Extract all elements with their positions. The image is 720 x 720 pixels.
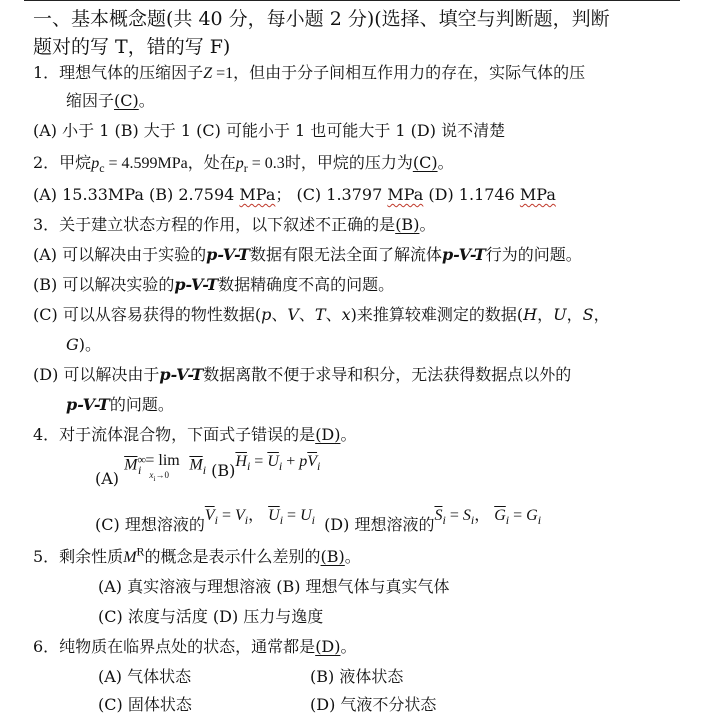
question-1-cont-text: 缩因子 bbox=[66, 91, 115, 110]
question-5-end: 。 bbox=[344, 547, 361, 566]
pr-value: = 0.3 bbox=[251, 155, 285, 172]
question-3-option-b bbox=[33, 272, 394, 295]
answer-6: (D) bbox=[315, 637, 341, 656]
question-6-options-row2 bbox=[98, 692, 698, 715]
question-2-text: 2．甲烷 bbox=[33, 153, 92, 172]
option-3d-end: 数据离散不便于求导和积分，无法获得数据点以外的 bbox=[203, 365, 572, 384]
option-3d-cont: 的问题。 bbox=[109, 395, 174, 414]
question-5-options-1: (A) 真实溶液与理想溶液 (B) 理想气体与真实气体 bbox=[98, 577, 450, 596]
question-1-text: 1．理想气体的压缩因子 bbox=[33, 63, 204, 82]
unit-mpa-c: MPa bbox=[387, 185, 424, 204]
question-5 bbox=[33, 544, 361, 567]
question-6-options-row1 bbox=[98, 664, 698, 687]
answer-5: (B) bbox=[320, 547, 345, 566]
option-3c-cont: )。 bbox=[78, 335, 102, 354]
question-3 bbox=[33, 212, 435, 235]
formula-4d: $\overline{S}_i = S_i$， $\overline{G}_i = G_i$ bbox=[434, 507, 542, 528]
unit-mpa-d: MPa bbox=[519, 185, 556, 204]
pvt-term: p-V-T bbox=[174, 275, 219, 294]
option-3a-mid: 数据有限无法全面了解流体 bbox=[249, 245, 442, 264]
option-6b: (B) 液体状态 bbox=[310, 667, 404, 686]
question-4-options-ab bbox=[95, 452, 321, 488]
question-1-end: 。 bbox=[138, 91, 155, 110]
question-2-mid: ，处在 bbox=[187, 153, 236, 172]
question-1-cont bbox=[66, 88, 155, 111]
section-heading-line1: 一、基本概念题(共 40 分，每小题 2 分)(选择、填空与判断题，判断 bbox=[33, 8, 610, 30]
question-4-text: 4．对于流体混合物，下面式子错误的是 bbox=[33, 425, 316, 444]
lim-subscript bbox=[149, 470, 169, 483]
question-4-options-cd bbox=[95, 506, 541, 532]
option-2c: ； (C) 1.3797 bbox=[275, 185, 383, 204]
question-1-options: (A) 小于 1 (B) 大于 1 (C) 可能小于 1 也可能大于 1 (D) 说不清楚 bbox=[33, 121, 506, 140]
question-5-mid: 的概念是表示什么差别的 bbox=[144, 547, 321, 566]
answer-4: (D) bbox=[315, 425, 341, 444]
option-3b-end: 数据精确度不高的问题。 bbox=[218, 275, 395, 294]
option-3a-end: 行为的问题。 bbox=[485, 245, 582, 264]
question-2-end: 。 bbox=[437, 153, 454, 172]
pc-formula: $p_c = 4.599MPa$ bbox=[91, 155, 188, 176]
pvt-term: p-V-T bbox=[206, 245, 250, 264]
lim-text: = lim bbox=[145, 452, 180, 469]
pvt-term: p-V-T bbox=[159, 365, 204, 384]
option-4c-label: (C) 理想溶液的 bbox=[95, 515, 205, 534]
question-3-option-a bbox=[33, 242, 582, 265]
question-4-end: 。 bbox=[340, 425, 357, 444]
pc-value: = 4.599MPa bbox=[108, 155, 188, 172]
option-4d-label: (D) 理想溶液的 bbox=[324, 515, 435, 534]
question-6-text: 6．纯物质在临界点处的状态，通常都是 bbox=[33, 637, 316, 656]
top-rule bbox=[24, 0, 680, 1]
pvt-term: p-V-T bbox=[66, 395, 110, 414]
pr-formula: $p_r = 0.3$ bbox=[235, 155, 285, 176]
question-1-text-cont: ，但由于分子间相互作用力的存在，实际气体的压 bbox=[233, 63, 586, 82]
question-3-option-c-cont: G)。 bbox=[66, 335, 102, 354]
z-formula: Z =1 bbox=[203, 65, 234, 82]
formula-4c: $\overline{V}_i = V_i$， $\overline{U}_i = U_i$ bbox=[204, 507, 315, 528]
option-3a-text: (A) 可以解决由于实验的 bbox=[33, 245, 207, 264]
question-2-post: 时，甲烷的压力为 bbox=[284, 153, 413, 172]
answer-1: (C) bbox=[114, 91, 139, 110]
question-3-end: 。 bbox=[419, 215, 436, 234]
question-3-option-d bbox=[33, 362, 571, 385]
option-3c-end: )来推算较难测定的数据( bbox=[350, 305, 524, 324]
question-5-options-2: (C) 浓度与活度 (D) 压力与逸度 bbox=[98, 607, 324, 626]
option-3d-text: (D) 可以解决由于 bbox=[33, 365, 160, 384]
question-6 bbox=[33, 634, 357, 657]
question-4 bbox=[33, 422, 357, 445]
question-3-option-c: (C) 可以从容易获得的物性数据(p、V、T、x)来推算较难测定的数据(H，U，S， bbox=[33, 305, 610, 324]
option-2a: (A) 15.33MPa (B) 2.7594 bbox=[33, 185, 235, 204]
question-3-option-d-cont bbox=[66, 392, 174, 415]
answer-3: (B) bbox=[395, 215, 420, 234]
option-4a-label: (A) bbox=[95, 468, 120, 488]
lim-var: x bbox=[149, 470, 154, 480]
option-3c-text: (C) 可以从容易获得的物性数据( bbox=[33, 305, 262, 324]
question-1 bbox=[33, 60, 585, 83]
formula-4b: $\overline{H}_i = \overline{U}_i + p\overline{V}_i$ bbox=[235, 452, 321, 473]
lim-arrow: →0 bbox=[155, 470, 169, 480]
question-2-options bbox=[33, 182, 556, 205]
option-2d: (D) 1.1746 bbox=[428, 185, 515, 204]
unit-mpa-b: MPa bbox=[239, 185, 276, 204]
question-5-text: 5．剩余性质 bbox=[33, 547, 124, 566]
lim-var-index: i bbox=[153, 473, 156, 483]
question-6-end: 。 bbox=[340, 637, 357, 656]
option-6c: (C) 固体状态 bbox=[98, 695, 192, 714]
option-4b-label: (B) bbox=[211, 460, 236, 480]
option-6a: (A) 气体状态 bbox=[98, 667, 192, 686]
section-heading-line2: 题对的写 T，错的写 F) bbox=[33, 36, 231, 58]
option-3b-text: (B) 可以解决实验的 bbox=[33, 275, 175, 294]
option-6d: (D) 气液不分状态 bbox=[310, 695, 437, 714]
formula-4a: $\overline{M}^\infty_i$ = lim $x_i\to 0$ $\overline{M}_i$ bbox=[124, 452, 207, 483]
question-3-text: 3．关于建立状态方程的作用，以下叙述不正确的是 bbox=[33, 215, 396, 234]
question-2 bbox=[33, 150, 454, 176]
residual-property-symbol: $M^R$ bbox=[123, 544, 145, 566]
pvt-term: p-V-T bbox=[441, 245, 486, 264]
answer-2: (C) bbox=[412, 153, 438, 172]
